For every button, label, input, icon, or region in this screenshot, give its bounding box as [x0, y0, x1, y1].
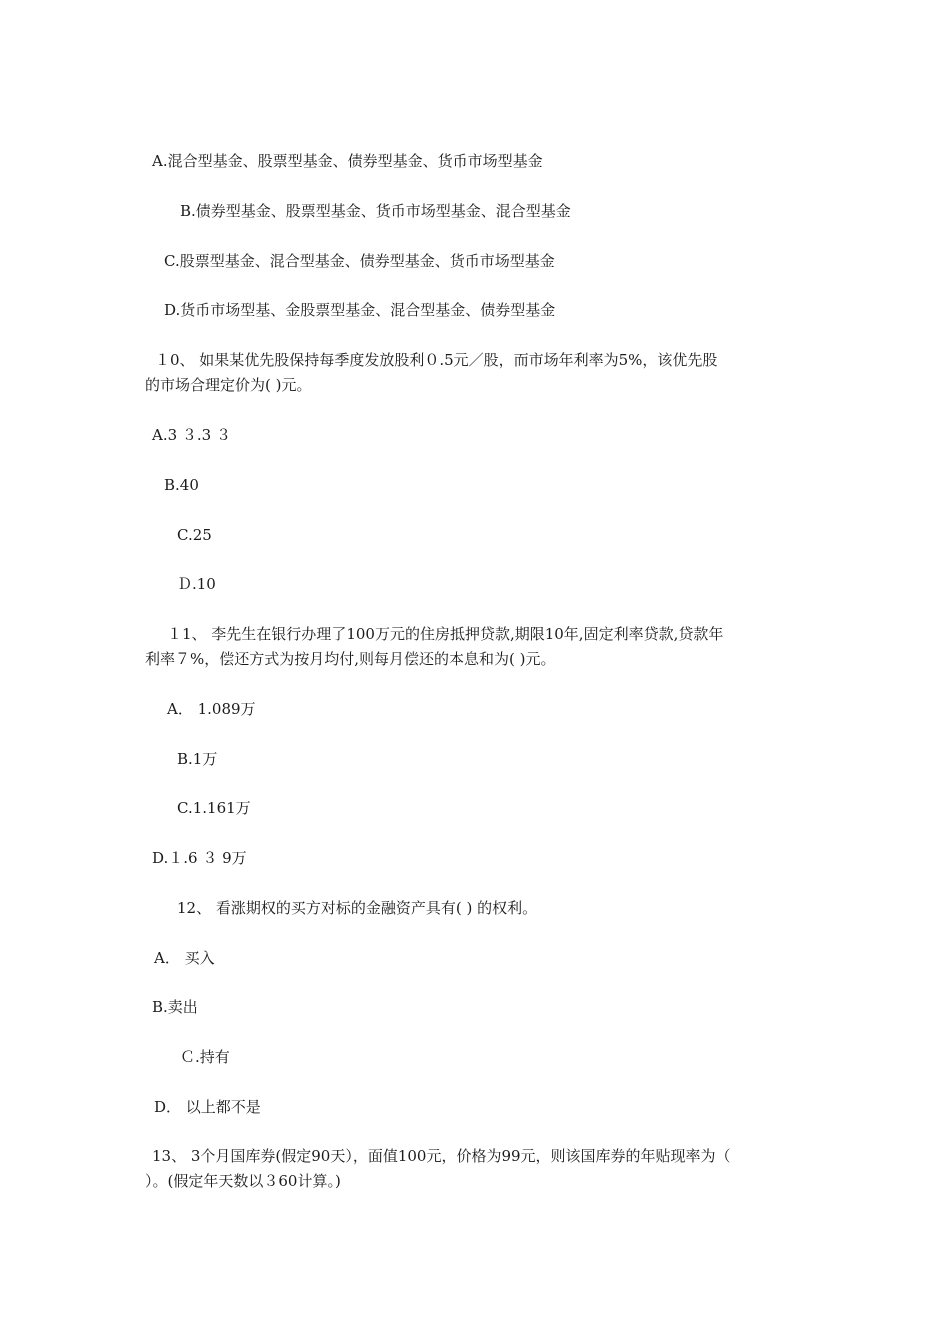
q10-option-a: A.3 ３.3 ３	[152, 426, 231, 444]
q13-question-line2: ）。(假定年天数以３60计算。)	[145, 1172, 341, 1190]
q10-option-d: Ｄ.10	[177, 575, 216, 593]
q11-question	[145, 622, 810, 672]
q12-question: 12、 看涨期权的买方对标的金融资产具有( ) 的权利。	[177, 899, 538, 917]
q9-option-a: A.混合型基金、股票型基金、债券型基金、货币市场型基金	[152, 152, 543, 170]
q9-option-d: D.货币市场型基、金股票型基金、混合型基金、债券型基金	[164, 301, 556, 319]
q9-option-b: B.债券型基金、股票型基金、货币市场型基金、混合型基金	[180, 202, 571, 220]
q13-question-line1: 13、 3个月国库券(假定90天），面值100元，价格为99元，则该国库券的年贴现率为（	[152, 1147, 731, 1165]
q10-option-c: C.25	[177, 526, 212, 544]
q11-option-b: B.1万	[177, 750, 218, 768]
q13-question	[145, 1144, 810, 1194]
q10-question	[145, 348, 810, 398]
q10-question-line1: １0、 如果某优先股保持每季度发放股利０.5元／股，而市场年利率为5%，该优先股	[155, 351, 718, 369]
q12-option-a: A． 买入	[154, 949, 215, 967]
q12-option-d: D． 以上都不是	[154, 1098, 261, 1116]
q11-option-d: D.１.6 ３ 9万	[152, 849, 247, 867]
q10-question-line2: 的市场合理定价为( )元。	[145, 376, 312, 394]
q12-option-b: B.卖出	[152, 998, 198, 1016]
q11-option-c: C.1.161万	[177, 799, 251, 817]
q12-option-c: Ｃ.持有	[180, 1048, 230, 1066]
q11-question-line2: 利率７%，偿还方式为按月均付,则每月偿还的本息和为( )元。	[145, 650, 556, 668]
q11-option-a: A． 1.089万	[167, 700, 256, 718]
q9-option-c: C.股票型基金、混合型基金、债券型基金、货币市场型基金	[164, 252, 555, 270]
q10-option-b: B.40	[164, 476, 199, 494]
q11-question-line1: １1、 李先生在银行办理了100万元的住房抵押贷款,期限10年,固定利率贷款,贷款年	[167, 625, 724, 643]
